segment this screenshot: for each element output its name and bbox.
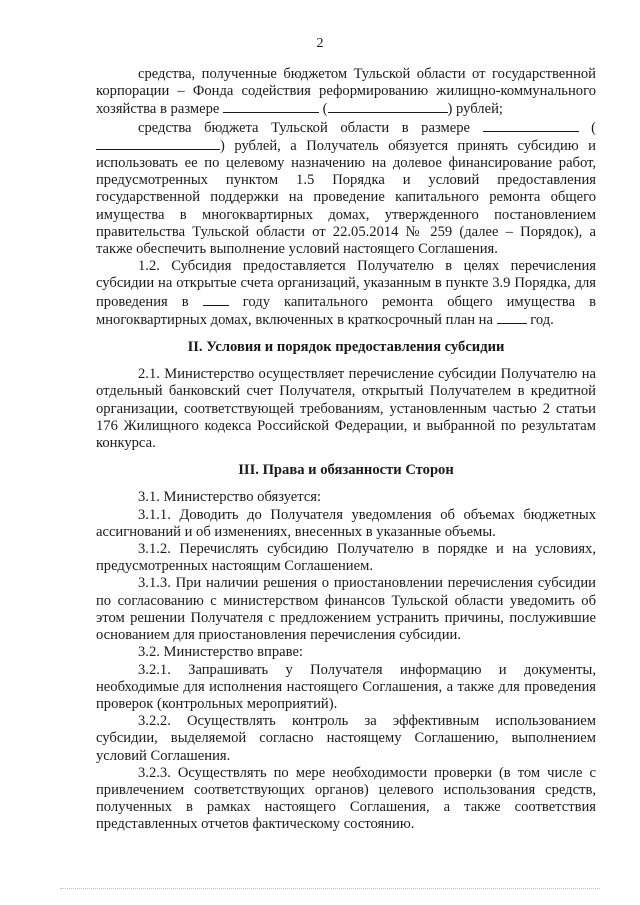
intro-p2-text-b: ( xyxy=(578,119,596,136)
clause-1-2 xyxy=(96,258,596,329)
section-2-heading: II. Условия и порядок предоставления субсидии xyxy=(187,339,505,356)
clause-1-2-text-a: 1.2. Субсидия предоставляется Получателю в целях перечисления субсидии на открытые счета организаций, указанным в пункте 3.9 Порядка, для проведения в xyxy=(96,258,596,310)
clause-3-2-1: 3.2.1. Запрашивать у Получателя информацию и документы, необходимые для исполнения настоящего Соглашения, а также для проведения проверок (контрольных мероприятий). xyxy=(96,661,596,712)
clause-3-1-3: 3.1.3. При наличии решения о приостановлении перечисления субсидии по согласованию с министерством финансов Тульской области уведомить об этом решении Получателя с предложением устранить причины, послужившие основанием для приостановления перечисления субсидии. xyxy=(96,575,596,644)
blank-amount-fund-number xyxy=(223,100,319,113)
intro-p2-text-a: средства бюджета Тульской области в размере xyxy=(138,119,483,136)
clause-1-2-text-b: году капитального ремонта общего имущества в многоквартирных домах, включенных в краткосрочный план на xyxy=(96,293,597,328)
clause-3-2-2: 3.2.2. Осуществлять контроль за эффективным использованием субсидии, выделяемой согласно настоящему Соглашению, выполнением условий Соглашения. xyxy=(96,713,596,764)
blank-amount-budget-number xyxy=(483,119,579,132)
blank-amount-budget-words xyxy=(96,137,220,150)
blank-year-plan xyxy=(497,311,527,324)
scan-artifact-line xyxy=(60,888,600,890)
document-body xyxy=(96,66,596,834)
section-3-heading: III. Права и обязанности Сторон xyxy=(238,462,454,479)
intro-paragraph-fund-funds xyxy=(96,66,596,119)
clause-3-1-1: 3.1.1. Доводить до Получателя уведомления об объемах бюджетных ассигнований и об изменениях, внесенных в указанные объемы. xyxy=(96,506,596,540)
intro-p1-text-c: ) рублей; xyxy=(447,101,503,118)
clause-1-2-text-c: год. xyxy=(526,311,554,328)
intro-p1-text-a: средства, полученные бюджетом Тульской области от государственной корпорации – Фонда содействия реформированию жилищно-коммунального хозяйства в размере xyxy=(96,66,596,118)
blank-year-repair xyxy=(203,293,229,306)
intro-paragraph-regional-budget xyxy=(96,119,596,259)
clause-2-1: 2.1. Министерство осуществляет перечисление субсидии Получателю на отдельный банковский счет Получателя, открытый Получателем в кредитной организации, соответствующей требованиям, установленным частью 2 статьи 176 Жилищного кодекса Российской Федерации, и выбранной по результатам конкурса. xyxy=(96,366,596,452)
blank-amount-fund-words xyxy=(328,100,448,113)
page-number: 2 xyxy=(316,36,324,51)
clause-3-1: 3.1. Министерство обязуется: xyxy=(138,489,322,506)
intro-p2-text-c: ) рублей, а Получатель обязуется принять субсидию и использовать ее по целевому назначению на долевое финансирование работ, предусмотренных пунктом 1.5 Порядка и условий предоставления государственной поддержки на проведение капитального ремонта общего имущества в многоквартирных домах, утвержденного постановлением правительства Тульской области от 22.05.2014 № 259 (далее – Порядок), а также обеспечить выполнение условий настоящего Соглашения. xyxy=(96,137,596,258)
clause-3-1-2: 3.1.2. Перечислять субсидию Получателю в порядке и на условиях, предусмотренных настоящим Соглашением. xyxy=(96,541,596,575)
clause-3-2: 3.2. Министерство вправе: xyxy=(138,644,303,661)
clause-3-2-3: 3.2.3. Осуществлять по мере необходимости проверки (в том числе с привлечением соответствующих органов) целевого использования средств, полученных в рамках настоящего Соглашения, а также соответствия представленных отчетов фактическому состоянию. xyxy=(96,764,596,833)
intro-p1-text-b: ( xyxy=(319,101,328,118)
